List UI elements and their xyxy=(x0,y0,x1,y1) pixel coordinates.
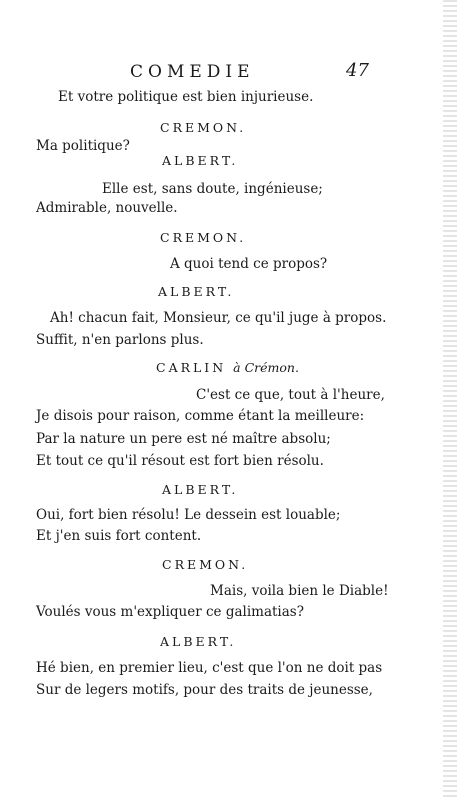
speaker-name: CREMON. xyxy=(162,557,249,572)
speaker-name: CREMON. xyxy=(160,230,247,245)
speaker-name: ALBERT. xyxy=(160,634,237,649)
stage-direction: à Crémon. xyxy=(233,360,299,375)
verse-line: Je disois pour raison, comme étant la meilleure: xyxy=(36,408,365,424)
verse-line: Et tout ce qu'il résout est fort bien résolu. xyxy=(36,453,324,469)
verse-line: Elle est, sans doute, ingénieuse; xyxy=(102,181,323,197)
verse-line: Ma politique? xyxy=(36,138,130,154)
verse-line: Et votre politique est bien injurieuse. xyxy=(58,89,314,105)
verse-line: Mais, voila bien le Diable! xyxy=(210,583,389,599)
verse-line: Hé bien, en premier lieu, c'est que l'on ne doit pas xyxy=(36,660,383,676)
page-number: 47 xyxy=(346,60,369,81)
speaker-name: ALBERT. xyxy=(158,284,235,299)
verse-line: Par la nature un pere est né maître absolu; xyxy=(36,431,331,447)
speaker-name: ALBERT. xyxy=(162,482,239,497)
verse-line: Admirable, nouvelle. xyxy=(36,200,178,216)
verse-line: Oui, fort bien résolu! Le dessein est louable; xyxy=(36,507,341,523)
verse-line: Sur de legers motifs, pour des traits de jeunesse, xyxy=(36,682,373,698)
verse-line: A quoi tend ce propos? xyxy=(170,256,328,272)
speaker-name: CARLIN xyxy=(156,360,227,375)
running-head-title: COMEDIE xyxy=(130,62,255,82)
verse-line: Voulés vous m'expliquer ce galimatias? xyxy=(36,604,304,620)
speaker-name: CREMON. xyxy=(160,120,247,135)
page-edge-scan-artifact xyxy=(443,0,457,800)
speaker-name-with-direction xyxy=(156,362,299,375)
verse-line: Suffit, n'en parlons plus. xyxy=(36,332,204,348)
speaker-name: ALBERT. xyxy=(162,153,239,168)
verse-line: C'est ce que, tout à l'heure, xyxy=(196,387,385,403)
verse-line: Ah! chacun fait, Monsieur, ce qu'il juge à propos. xyxy=(50,310,387,326)
verse-line: Et j'en suis fort content. xyxy=(36,528,202,544)
